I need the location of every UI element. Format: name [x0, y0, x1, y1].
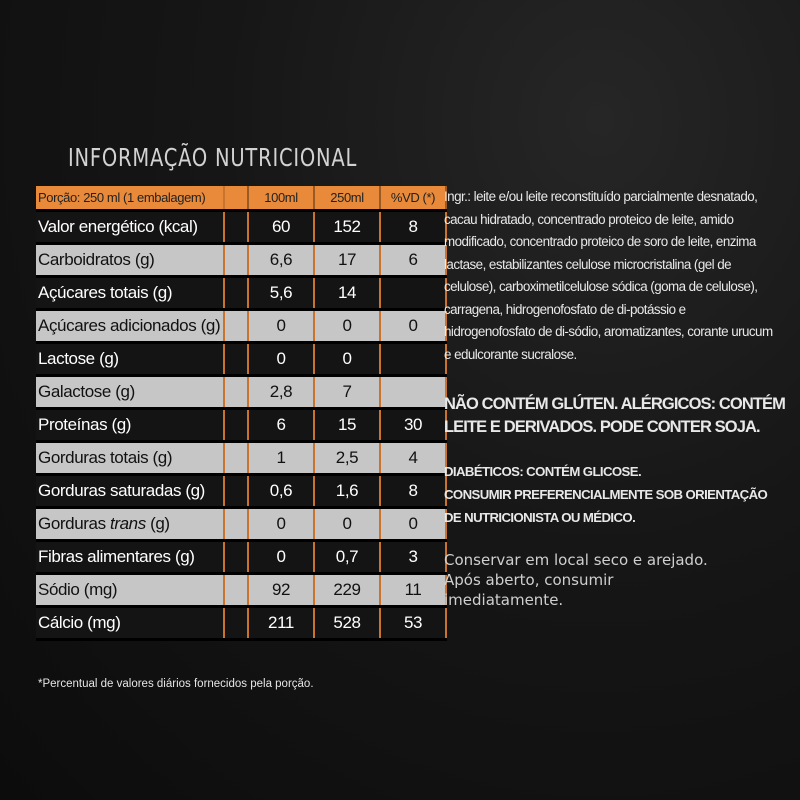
value-100ml: 92 [248, 574, 314, 607]
value-vd [380, 277, 446, 310]
nutrient-label: Galactose (g) [36, 376, 224, 409]
ingredients-text: Ingr.: leite e/ou leite reconstituído parcialmente desnatado, cacau hidratado, concentrado proteico de leite, amido modificado, concentrado proteico de soro de leite, enzima lactase, estabilizantes celulose microcristalina (gel de celulose), carboximetilcelulose sódica (goma de celulose), carragena, hidrogenofosfato de di-potássio e hidrogenofosfato de di-sódio, aromatizantes, corante urucum e edulcorante sucralose. [444, 189, 773, 362]
table-row [36, 508, 446, 541]
table-row [36, 442, 446, 475]
allergen-warning: NÃO CONTÉM GLÚTEN. ALÉRGICOS: CONTÉM LEITE E DERIVADOS. PODE CONTER SOJA. [444, 395, 785, 436]
nutrient-label [36, 508, 224, 541]
value-250ml: 229 [314, 574, 380, 607]
nutrient-label: Lactose (g) [36, 343, 224, 376]
value-100ml: 6 [248, 409, 314, 442]
row-spacer [224, 211, 248, 244]
value-250ml: 1,6 [314, 475, 380, 508]
value-250ml: 528 [314, 607, 380, 640]
value-vd: 8 [380, 211, 446, 244]
value-vd: 30 [380, 409, 446, 442]
nutrition-table-header [36, 186, 446, 211]
table-row [36, 211, 446, 244]
storage-line-1: Conservar em local seco e arejado. [444, 551, 708, 569]
value-vd: 4 [380, 442, 446, 475]
nutrient-label: Valor energético (kcal) [36, 211, 224, 244]
value-250ml: 2,5 [314, 442, 380, 475]
nutrient-label: Cálcio (mg) [36, 607, 224, 640]
row-spacer [224, 244, 248, 277]
col-vd-header: %VD (*) [380, 186, 446, 211]
value-100ml: 60 [248, 211, 314, 244]
value-100ml: 0,6 [248, 475, 314, 508]
nutrient-label: Açúcares adicionados (g) [36, 310, 224, 343]
value-100ml: 1 [248, 442, 314, 475]
nutrient-label: Fibras alimentares (g) [36, 541, 224, 574]
nutrient-label: Sódio (mg) [36, 574, 224, 607]
nutrient-label: Açúcares totais (g) [36, 277, 224, 310]
nutrient-label-pre: Gorduras [38, 514, 110, 533]
table-row [36, 475, 446, 508]
value-250ml: 14 [314, 277, 380, 310]
table-row [36, 574, 446, 607]
table-row [36, 607, 446, 640]
table-row [36, 409, 446, 442]
header-spacer [224, 186, 248, 211]
value-100ml: 2,8 [248, 376, 314, 409]
value-vd: 3 [380, 541, 446, 574]
value-vd [380, 376, 446, 409]
row-spacer [224, 574, 248, 607]
nutrition-table [36, 186, 447, 641]
value-250ml: 0 [314, 343, 380, 376]
row-spacer [224, 277, 248, 310]
value-vd: 11 [380, 574, 446, 607]
row-spacer [224, 343, 248, 376]
storage-instructions [444, 550, 784, 610]
diabetic-warning [444, 460, 789, 529]
table-row [36, 310, 446, 343]
value-250ml: 152 [314, 211, 380, 244]
portion-label: Porção: 250 ml (1 embalagem) [36, 186, 224, 211]
row-spacer [224, 541, 248, 574]
col-100ml-header: 100ml [248, 186, 314, 211]
nutrient-label: Gorduras saturadas (g) [36, 475, 224, 508]
table-row [36, 343, 446, 376]
table-row [36, 277, 446, 310]
value-250ml: 15 [314, 409, 380, 442]
value-vd: 8 [380, 475, 446, 508]
nutrient-label: Proteínas (g) [36, 409, 224, 442]
table-row [36, 541, 446, 574]
value-100ml: 211 [248, 607, 314, 640]
table-row [36, 244, 446, 277]
nutrient-label-post: (g) [145, 514, 170, 533]
value-100ml: 0 [248, 508, 314, 541]
value-250ml: 17 [314, 244, 380, 277]
value-vd [380, 343, 446, 376]
value-100ml: 6,6 [248, 244, 314, 277]
row-spacer [224, 607, 248, 640]
row-spacer [224, 508, 248, 541]
value-250ml: 0 [314, 310, 380, 343]
diabetic-line-1: DIABÉTICOS: CONTÉM GLICOSE. [444, 464, 642, 479]
value-100ml: 0 [248, 541, 314, 574]
nutrition-title: INFORMAÇÃO NUTRICIONAL [68, 143, 358, 172]
row-spacer [224, 475, 248, 508]
value-250ml: 0 [314, 508, 380, 541]
nutrient-label: Carboidratos (g) [36, 244, 224, 277]
col-250ml-header: 250ml [314, 186, 380, 211]
value-vd: 6 [380, 244, 446, 277]
nutrient-label-italic: trans [110, 514, 146, 533]
value-100ml: 5,6 [248, 277, 314, 310]
footnote: *Percentual de valores diários fornecidos pela porção. [38, 678, 314, 690]
diabetic-line-2: CONSUMIR PREFERENCIALMENTE SOB ORIENTAÇÃO [444, 487, 768, 502]
value-100ml: 0 [248, 343, 314, 376]
row-spacer [224, 310, 248, 343]
storage-line-2: Após aberto, consumir [444, 571, 614, 589]
value-250ml: 0,7 [314, 541, 380, 574]
value-vd: 0 [380, 310, 446, 343]
value-100ml: 0 [248, 310, 314, 343]
value-250ml: 7 [314, 376, 380, 409]
diabetic-line-3: DE NUTRICIONISTA OU MÉDICO. [444, 510, 636, 525]
value-vd: 0 [380, 508, 446, 541]
storage-line-3: imediatamente. [444, 591, 564, 609]
value-vd: 53 [380, 607, 446, 640]
row-spacer [224, 409, 248, 442]
row-spacer [224, 442, 248, 475]
nutrient-label: Gorduras totais (g) [36, 442, 224, 475]
table-row [36, 376, 446, 409]
row-spacer [224, 376, 248, 409]
